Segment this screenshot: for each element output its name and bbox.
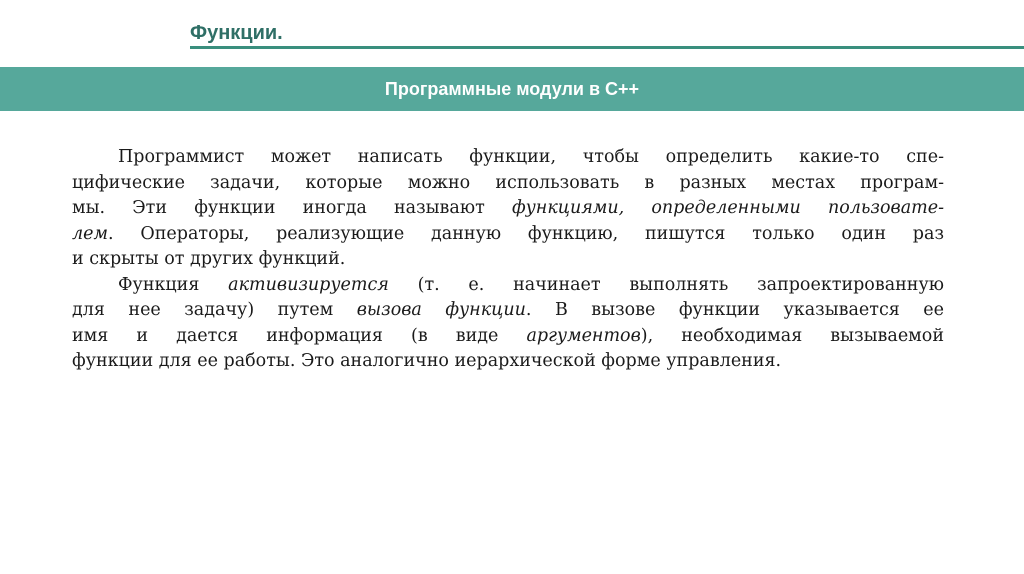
section-title: Функции. [190, 22, 283, 44]
italic-term: активизируется [228, 274, 389, 295]
text-run: . Операторы, реализующие данную функцию, пишутся только один раз [108, 223, 944, 244]
text-run: . В вызове функции указывается ее [525, 300, 944, 320]
text-line [72, 324, 944, 350]
italic-term: вызова функции [356, 300, 526, 320]
text-line [72, 298, 944, 324]
text-run: Функция [118, 274, 229, 295]
text-run: (т. е. начинает выполнять запроектированную [388, 274, 944, 295]
text-run: ), необходимая вызываемой [640, 325, 944, 346]
text-line [72, 196, 944, 222]
text-line [72, 349, 944, 375]
italic-term: аргументов [526, 325, 641, 346]
text-line [72, 273, 944, 299]
text-run: цифические задачи, которые можно использовать в разных местах програм- [72, 172, 944, 193]
italic-term: лем [72, 223, 109, 244]
text-run: Программист может написать функции, чтобы определить какие-то спе- [118, 147, 944, 167]
text-run: имя и дается информация (в виде [72, 325, 527, 346]
header-divider [190, 46, 1024, 49]
text-line [72, 145, 944, 171]
topic-title: Программные модули в C++ [384, 78, 640, 99]
text-line [72, 171, 944, 197]
topic-banner [0, 67, 1024, 111]
text-run: и скрыты от других функций. [72, 249, 346, 269]
body-text [72, 145, 944, 375]
text-line [72, 222, 944, 248]
text-run: функции для ее работы. Это аналогично иерархической форме управления. [72, 351, 782, 371]
text-run: мы. Эти функции иногда называют [72, 198, 512, 218]
italic-term: функциями, определенными пользовате- [511, 198, 944, 218]
text-line [72, 247, 944, 273]
text-run: для нее задачу) путем [72, 300, 357, 320]
